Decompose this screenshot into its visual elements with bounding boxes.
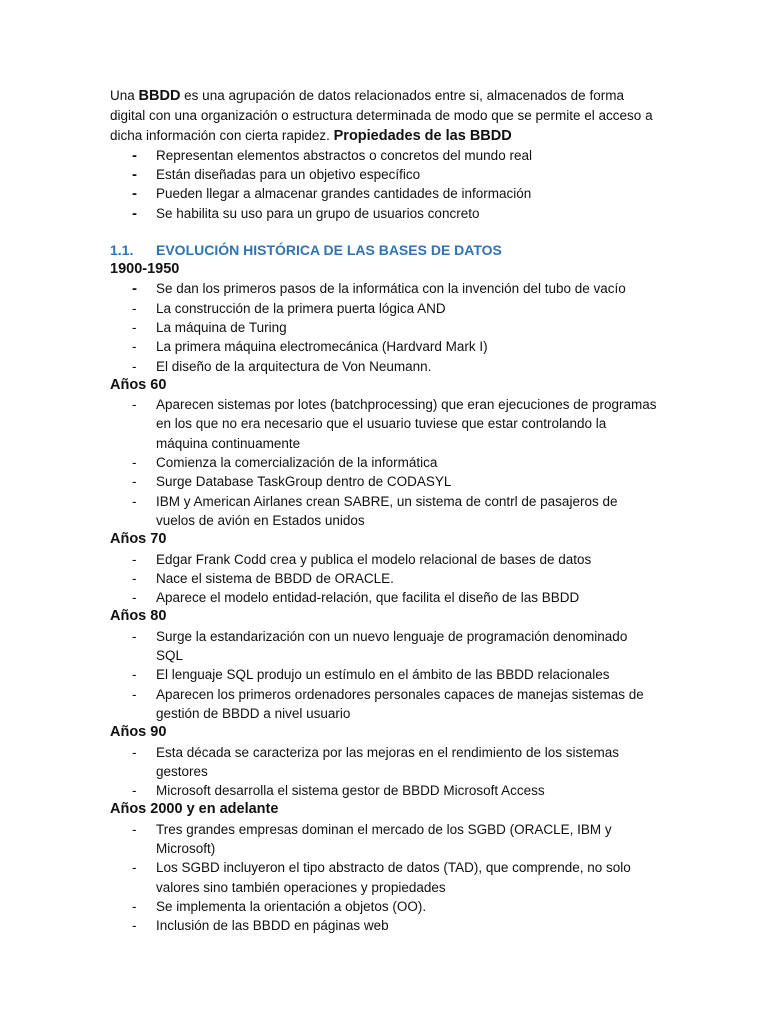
- list-item-text: El lenguaje SQL produjo un estímulo en el ámbito de las BBDD relacionales: [156, 667, 610, 683]
- list-item-text: Aparece el modelo entidad-relación, que facilita el diseño de las BBDD: [156, 590, 580, 606]
- bullet-dash: -: [132, 358, 137, 374]
- list-item: [110, 858, 658, 897]
- list-item-text: Edgar Frank Codd crea y publica el modelo relacional de bases de datos: [156, 551, 592, 567]
- bullet-dash: -: [132, 319, 137, 335]
- properties-heading: Propiedades de las BBDD: [333, 127, 512, 144]
- document-body: [110, 86, 658, 935]
- list-item: [110, 550, 658, 569]
- list-item-text: Se habilita su uso para un grupo de usuarios concreto: [156, 205, 480, 221]
- bullet-dash: -: [132, 397, 137, 413]
- period-list: [110, 395, 658, 530]
- period-heading: 1900-1950: [110, 261, 180, 278]
- period-heading: Años 2000 y en adelante: [110, 801, 279, 818]
- period-heading: Años 80: [110, 608, 167, 625]
- bullet-dash: -: [132, 204, 137, 222]
- period-list: [110, 550, 658, 608]
- list-item: [110, 453, 658, 472]
- bullet-dash: -: [132, 455, 137, 471]
- list-item: [110, 299, 658, 318]
- bullet-dash: -: [132, 860, 137, 876]
- list-item: [110, 357, 658, 376]
- bullet-dash: -: [132, 821, 137, 837]
- bullet-dash: -: [132, 918, 137, 934]
- section-number: 1.1.: [110, 242, 134, 259]
- intro-term: BBDD: [138, 88, 181, 104]
- list-item: [110, 337, 658, 356]
- list-item: [110, 146, 658, 165]
- period-heading: Años 60: [110, 376, 167, 393]
- properties-list: [110, 146, 658, 223]
- list-item-text: Inclusión de las BBDD en páginas web: [156, 918, 389, 934]
- list-item: [110, 781, 658, 800]
- list-item-text: El diseño de la arquitectura de Von Neumann.: [156, 358, 432, 374]
- period-list: [110, 279, 658, 375]
- bullet-dash: -: [132, 474, 137, 490]
- bullet-dash: -: [132, 166, 137, 184]
- list-item: [110, 665, 658, 684]
- list-item-text: La primera máquina electromecánica (Hardvard Mark I): [156, 339, 488, 355]
- list-item: [110, 820, 658, 859]
- bullet-dash: -: [132, 898, 137, 914]
- bullet-dash: -: [132, 667, 137, 683]
- list-item-text: Nace el sistema de BBDD de ORACLE.: [156, 570, 394, 586]
- list-item: [110, 204, 658, 223]
- list-item: [110, 318, 658, 337]
- periods-container: [110, 260, 658, 935]
- list-item-text: Esta década se caracteriza por las mejoras en el rendimiento de los sistemas gestores: [156, 744, 619, 779]
- bullet-dash: -: [132, 185, 137, 203]
- list-item: [110, 492, 658, 531]
- bullet-dash: -: [132, 590, 137, 606]
- list-item: [110, 569, 658, 588]
- list-item-text: Aparecen los primeros ordenadores personales capaces de manejas sistemas de gestión de BBDD a nivel usuario: [156, 686, 644, 721]
- list-item-text: Representan elementos abstractos o concretos del mundo real: [156, 147, 532, 163]
- period-list: [110, 820, 658, 936]
- period-heading: Años 70: [110, 531, 167, 548]
- section-title: EVOLUCIÓN HISTÓRICA DE LAS BASES DE DATOS: [156, 242, 502, 259]
- list-item-text: Tres grandes empresas dominan el mercado de los SGBD (ORACLE, IBM y Microsoft): [156, 821, 612, 856]
- list-item: [110, 627, 658, 666]
- bullet-dash: -: [132, 570, 137, 586]
- list-item-text: Surge Database TaskGroup dentro de CODASYL: [156, 474, 452, 490]
- list-item: [110, 685, 658, 724]
- list-item-text: Comienza la comercialización de la informática: [156, 455, 438, 471]
- bullet-dash: -: [132, 493, 137, 509]
- list-item: [110, 395, 658, 453]
- list-item: [110, 588, 658, 607]
- list-item: [110, 743, 658, 782]
- list-item-text: La máquina de Turing: [156, 319, 287, 335]
- period-list: [110, 743, 658, 801]
- list-item-text: La construcción de la primera puerta lógica AND: [156, 300, 446, 316]
- list-item: [110, 279, 658, 298]
- list-item-text: Pueden llegar a almacenar grandes cantidades de información: [156, 186, 532, 202]
- list-item-text: Aparecen sistemas por lotes (batchprocessing) que eran ejecuciones de programas en los que no era necesario que el usuario tuviese que estar controlando la máquina continuamente: [156, 397, 657, 451]
- list-item-text: Se dan los primeros pasos de la informática con la invención del tubo de vacío: [156, 281, 626, 297]
- list-item: [110, 472, 658, 491]
- period-heading: Años 90: [110, 724, 167, 741]
- list-item-text: IBM y American Airlanes crean SABRE, un sistema de contrl de pasajeros de vuelos de avión en Estados unidos: [156, 493, 618, 528]
- section-heading: [110, 240, 658, 260]
- intro-text: es una agrupación de datos relacionados entre si, almacenados de forma digital con una organización o estructura determinada de modo que se permite el acceso a dicha información con cierta rapidez.: [110, 88, 653, 143]
- period-list: [110, 627, 658, 723]
- intro-prefix: Una: [110, 88, 139, 103]
- list-item: [110, 165, 658, 184]
- intro-paragraph: [110, 86, 658, 146]
- bullet-dash: -: [132, 783, 137, 799]
- bullet-dash: -: [132, 146, 137, 164]
- list-item-text: Están diseñadas para un objetivo específico: [156, 167, 421, 183]
- bullet-dash: -: [132, 551, 137, 567]
- bullet-dash: -: [132, 744, 137, 760]
- list-item: [110, 184, 658, 203]
- bullet-dash: -: [132, 686, 137, 702]
- bullet-dash: -: [132, 280, 137, 298]
- list-item-text: Se implementa la orientación a objetos (OO).: [156, 898, 427, 914]
- list-item-text: Surge la estandarización con un nuevo lenguaje de programación denominado SQL: [156, 628, 628, 664]
- bullet-dash: -: [132, 300, 137, 316]
- list-item-text: Los SGBD incluyeron el tipo abstracto de datos (TAD), que comprende, no solo valores sino también operaciones y propiedades: [156, 860, 631, 895]
- list-item-text: Microsoft desarrolla el sistema gestor de BBDD Microsoft Access: [156, 783, 545, 799]
- bullet-dash: -: [132, 628, 137, 644]
- list-item: [110, 916, 658, 935]
- bullet-dash: -: [132, 339, 137, 355]
- list-item: [110, 897, 658, 916]
